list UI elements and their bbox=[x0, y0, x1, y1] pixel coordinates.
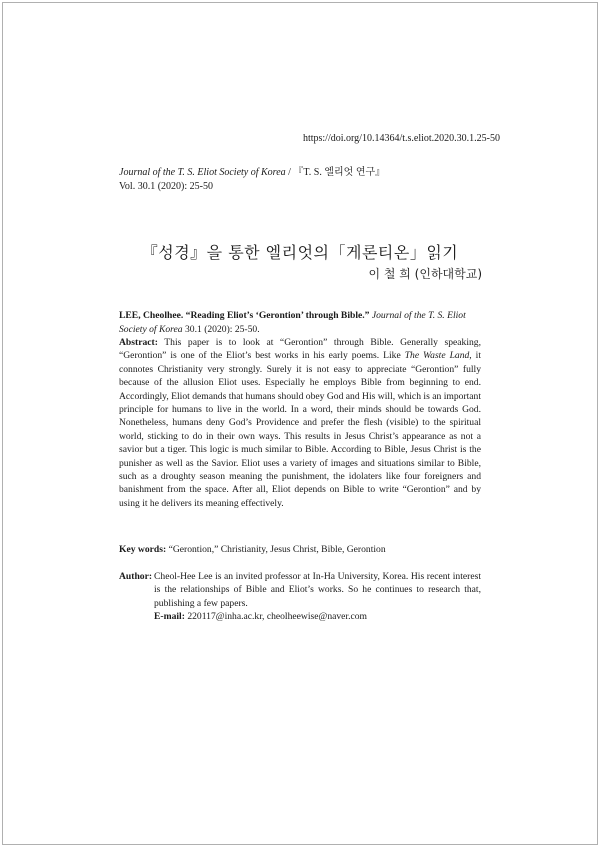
abstract-text-2: , it connotes Christianity very strongly. Surely it is not easy to appreciate “Gerontion” fully because of the allusion Eliot uses. Especially he employs Bible from beginning to end. Accordingly, Eliot demands that humans should obey God and His will, which is an important principle for humans to live in the world. In a word, their minds should be towards God. Nonetheless, humans deny God’s Providence and prefer the flesh (visible) to the spiritual world, sticking to do in their own ways. This results in Jesus Christ’s appearance as not a savior but a tiger. This logic is much similar to Bible. According to Bible, Jesus Christ is the punisher as well as the Savior. Eliot uses a variety of images and situations similar to Bible, such as a droughty season meaning the punishment, the idolaters like four foreigners and banishment from the space. After all, Eliot depends on Bible to write “Gerontion” and by using it he delivers its meaning effectively. bbox=[119, 350, 481, 509]
doi-link[interactable]: https://doi.org/10.14364/t.s.eliot.2020.30.1.25-50 bbox=[302, 133, 500, 144]
email-address[interactable]: 220117@inha.ac.kr, cheolheewise@naver.com bbox=[184, 611, 368, 623]
author-email bbox=[154, 610, 481, 623]
citation-journal: Journal of the T. S. Eliot Society of Korea bbox=[119, 310, 466, 335]
journal-name-en: Journal of the T. S. Eliot Society of Korea bbox=[119, 167, 286, 178]
abstract bbox=[119, 336, 481, 510]
author-label: Author: bbox=[119, 571, 153, 582]
author-body bbox=[154, 570, 481, 624]
journal-name-ko: / 『T. S. 엘리엇 연구』 bbox=[285, 167, 386, 178]
abstract-label: Abstract: bbox=[119, 337, 158, 348]
author-bio: Cheol-Hee Lee is an invited professor at In-Ha University, Korea. His recent interest is the relationships of Bible and Eliot’s works. So he continues to research that, publishing a few papers. bbox=[154, 571, 481, 609]
citation-authors: LEE, Cheolhee. bbox=[119, 310, 184, 321]
author-block bbox=[119, 570, 481, 624]
abstract-italic-title: The Waste Land bbox=[404, 350, 470, 362]
citation bbox=[119, 309, 481, 336]
abstract-text-1: This paper is to look at “Gerontion” through Bible. Generally speaking, “Gerontion” is one of the Eliot’s best works in his early poems. Like bbox=[119, 337, 481, 362]
journal-volume: Vol. 30.1 (2020): 25-50 bbox=[119, 181, 213, 192]
email-label: E-mail: bbox=[154, 611, 185, 623]
journal-name bbox=[119, 166, 385, 180]
author-affiliation: 이 철 희 (인하대학교) bbox=[368, 267, 482, 281]
keywords bbox=[119, 544, 481, 555]
keywords-text: “Gerontion,” Christianity, Jesus Christ, Bible, Gerontion bbox=[166, 544, 386, 555]
article-title: 『성경』을 통한 엘리엇의「게론티온」읽기 bbox=[141, 243, 459, 262]
keywords-label: Key words: bbox=[119, 544, 167, 555]
citation-details: 30.1 (2020): 25-50. bbox=[185, 323, 260, 335]
journal-header bbox=[119, 166, 385, 194]
citation-article: “Reading Eliot’s ‘Gerontion’ through Bible.” bbox=[185, 310, 370, 321]
